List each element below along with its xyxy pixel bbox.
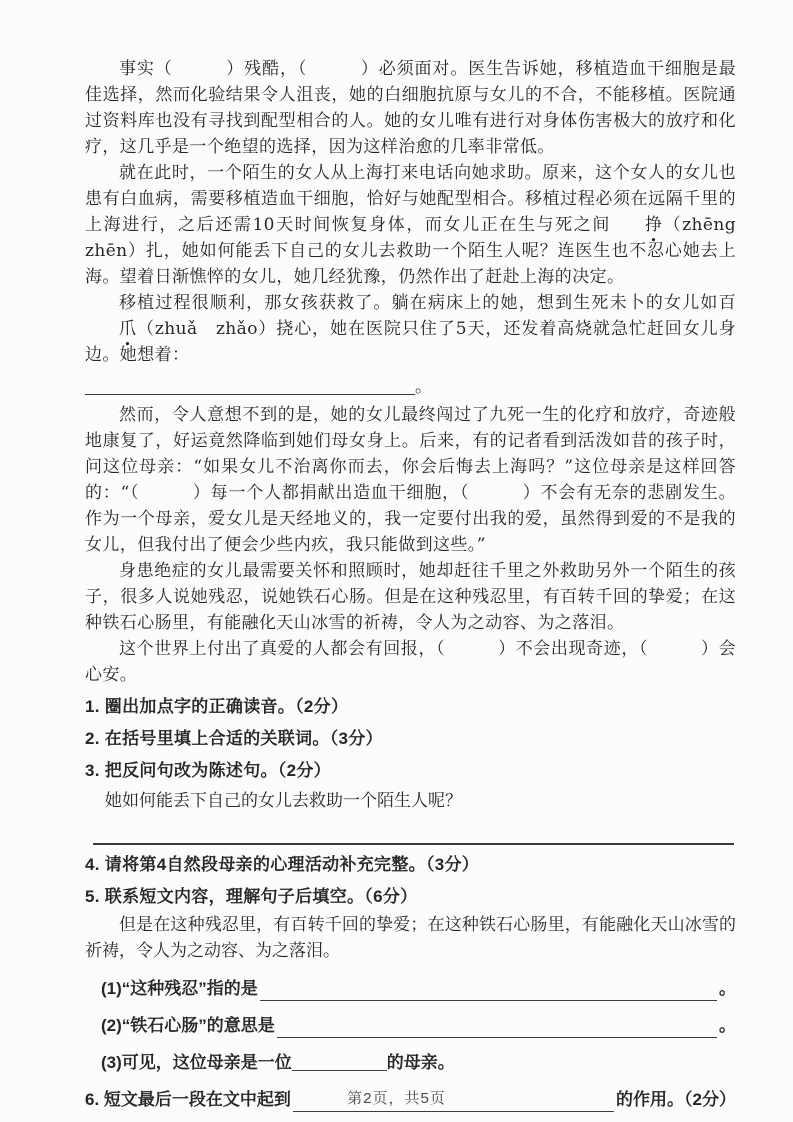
period-after-blank: 。 [415, 377, 432, 397]
page-number-footer: 第2页，共5页 [347, 1090, 446, 1107]
passage-paragraph-4: 然而，令人意想不到的是，她的女儿最终闯过了九死一生的化疗和放疗，奇迹般地康复了，好运竟然降临到她们母女身上。后来，有的记者看到活泼如昔的孩子时，问这位母亲：“如果女儿不治离你而去，你会后悔去上海吗？”这位母亲是这样回答的：“（ ）每一个人都捐献出造血干细胞，（ ）不会有无奈的悲剧发生。作为一个母亲，爱女儿是天经地义的，我一定要付出我的爱，虽然得到爱的不是我的女儿，但我付出了便会少些内疚，我只能做到这些。” [85, 405, 736, 555]
question-3-sentence: 她如何能丢下自己的女儿去救助一个陌生人呢？ [105, 791, 462, 811]
question-3: 3. 把反问句改为陈述句。（2分） [85, 761, 331, 780]
emphasized-char-zheng: 挣 [644, 215, 663, 235]
emphasized-char-zhua: 爪 [119, 319, 137, 339]
question-5-quoted-sentence: 但是在这种残忍里，有百转千回的挚爱；在这种铁石心肠里，有能融化天山冰雪的祈祷，令人为之动容、为之落泪。 [85, 915, 736, 961]
question-2: 2. 在括号里填上合适的关联词。（3分） [85, 729, 383, 748]
sub-question-2-label: (2)“铁石心肠”的意思是 [101, 1016, 275, 1035]
passage-paragraph-1: 事实（ ）残酷，（ ）必须面对。医生告诉她，移植造血干细胞是最佳选择，然而化验结果令人沮丧，她的白细胞抗原与女儿的不合，不能移植。医院通过资料库也没有寻找到配型相合的人。她的女儿唯有进行对身体伤害极大的放疗和化疗，这几乎是一个绝望的选择，因为这样治愈的几率非常低。 [85, 59, 736, 157]
question-5-sub-2 [85, 1014, 736, 1038]
answer-blank-sub-2 [277, 1016, 717, 1038]
paragraph-2-text: 就在此时，一个陌生的女人从上海打来电话向她求助。原来，这个女人的女儿也患有白血病，需要移植造血干细胞，恰好与她配型相合。移植过程必须在远隔千里的上海进行，之后还需10天时间恢复身体，而女儿正在生与死之间 [85, 163, 736, 235]
sub-question-1-period: 。 [719, 979, 736, 998]
answer-blank-sub-3 [292, 1052, 387, 1071]
passage-paragraph-2 [85, 160, 754, 290]
passage-paragraph-6: 这个世界上付出了真爱的人都会有回报，（ ）不会出现奇迹，（ ）会心安。 [85, 639, 736, 685]
question-6-label: 6. 短文最后一段在文中起到 [85, 1090, 291, 1109]
paragraph-2-text-continued: （zhēng zhēn）扎，她如何能丢下自己的女儿去救助一个陌生人呢？连医生也不忍心她去上海。望着日渐憔悴的女儿，她几经犹豫，仍然作出了赶赴上海的决定。 [85, 215, 754, 287]
paragraph-3-text: 移植过程很顺利，那女孩获救了。躺在病床上的她，想到生死未卜的女儿如百 [119, 293, 736, 313]
sub-question-1-label: (1)“这种残忍”指的是 [101, 979, 258, 998]
question-1: 1. 圈出加点字的正确读音。（2分） [85, 697, 349, 716]
sub-question-2-period: 。 [719, 1016, 736, 1035]
paragraph-3-text-continued: （zhuǎ zhǎo）挠心，她在医院只住了5天，还发着高烧就急忙赶回女儿身边。她想着： [85, 319, 736, 365]
answer-line-question-3 [93, 819, 734, 845]
sub-question-3-label: (3)可见，这位母亲是一位 [101, 1053, 292, 1072]
answer-blank-mother-thought [85, 376, 415, 395]
question-5-sub-1 [85, 977, 736, 1001]
passage-paragraph-5: 身患绝症的女儿最需要关怀和照顾时，她却赶往千里之外救助另外一个陌生的孩子，很多人说她残忍，说她铁石心肠。但是在这种残忍里，有百转千回的挚爱；在这种铁石心肠里，有能融化天山冰雪的祈祷，令人为之动容、为之落泪。 [85, 561, 736, 633]
answer-blank-sub-1 [260, 979, 717, 1001]
question-5-sub-3 [85, 1051, 736, 1075]
question-6-suffix: 的作用。（2分） [616, 1090, 736, 1109]
question-4: 4. 请将第4自然段母亲的心理活动补充完整。（3分） [85, 855, 480, 874]
mother-thought-fill-in-line [85, 374, 736, 400]
question-5: 5. 联系短文内容，理解句子后填空。（6分） [85, 887, 418, 906]
passage-paragraph-3 [85, 290, 736, 368]
sub-question-3-suffix: 的母亲。 [386, 1053, 455, 1072]
